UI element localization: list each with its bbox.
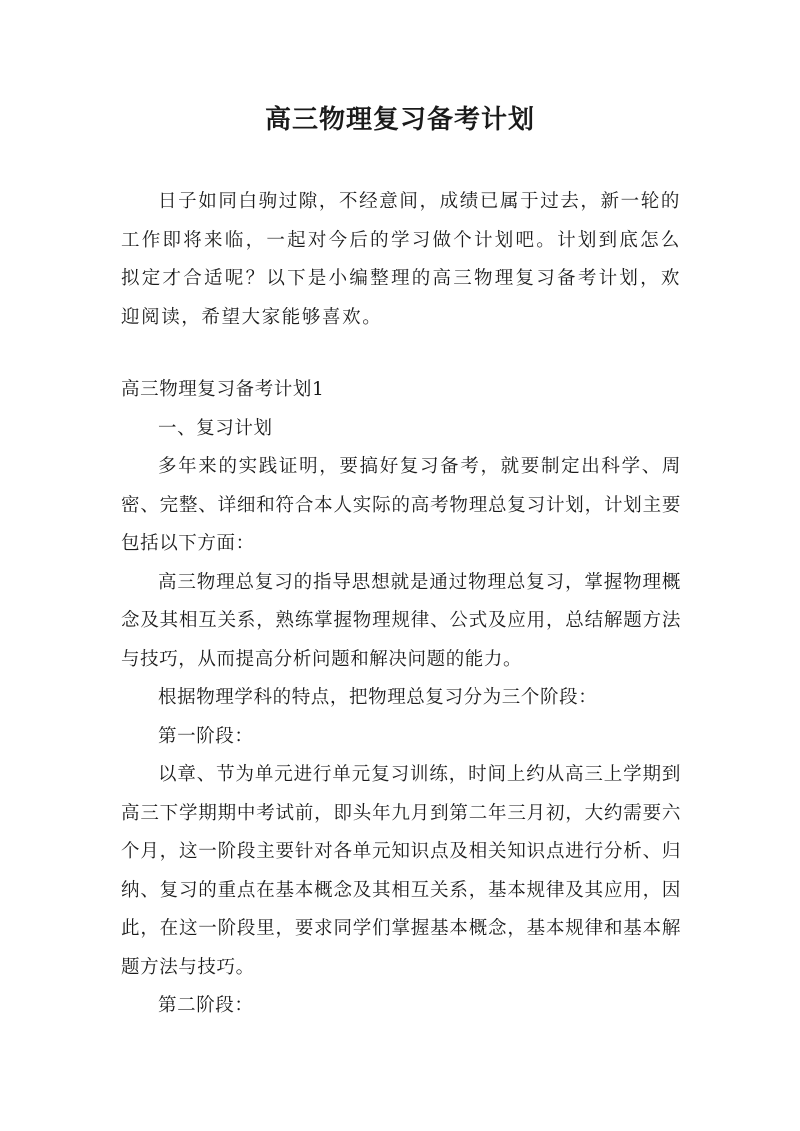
body-paragraph: 高三物理总复习的指导思想就是通过物理总复习，掌握物理概念及其相互关系，熟练掌握物理规律、公式及应用，总结解题方法与技巧，从而提高分析问题和解决问题的能力。: [121, 571, 681, 670]
subheading-review-plan: 一、复习计划: [158, 417, 273, 439]
body-paragraph: 多年来的实践证明，要搞好复习备考，就要制定出科学、周密、完整、详细和符合本人实际的高考物理总复习计划，计划主要包括以下方面：: [121, 456, 681, 554]
stage-heading-2: 第二阶段：: [158, 995, 254, 1016]
body-paragraph: 以章、节为单元进行单元复习训练，时间上约从高三上学期到高三下学期期中考试前，即头年九月到第二年三月初，大约需要六个月，这一阶段主要针对各单元知识点及相关知识点进行分析、归纳、复习的重点在基本概念及其相互关系，基本规律及其应用，因此，在这一阶段里，要求同学们掌握基本概念，基本规律和基本解题方法与技巧。: [121, 764, 681, 978]
stage-heading-1: 第一阶段：: [158, 725, 254, 747]
content-block: [121, 371, 681, 1026]
intro-paragraph: 日子如同白驹过隙，不经意间，成绩已属于过去，新一轮的工作即将来临，一起对今后的学习做个计划吧。计划到底怎么拟定才合适呢？以下是小编整理的高三物理复习备考计划，欢迎阅读，希望大家能够喜欢。: [121, 191, 681, 328]
intro-block: [121, 183, 681, 337]
body-paragraph: 根据物理学科的特点，把物理总复习分为三个阶段：: [158, 687, 598, 708]
section-heading: 高三物理复习备考计划1: [121, 379, 325, 400]
document-title: 高三物理复习备考计划: [264, 105, 535, 135]
